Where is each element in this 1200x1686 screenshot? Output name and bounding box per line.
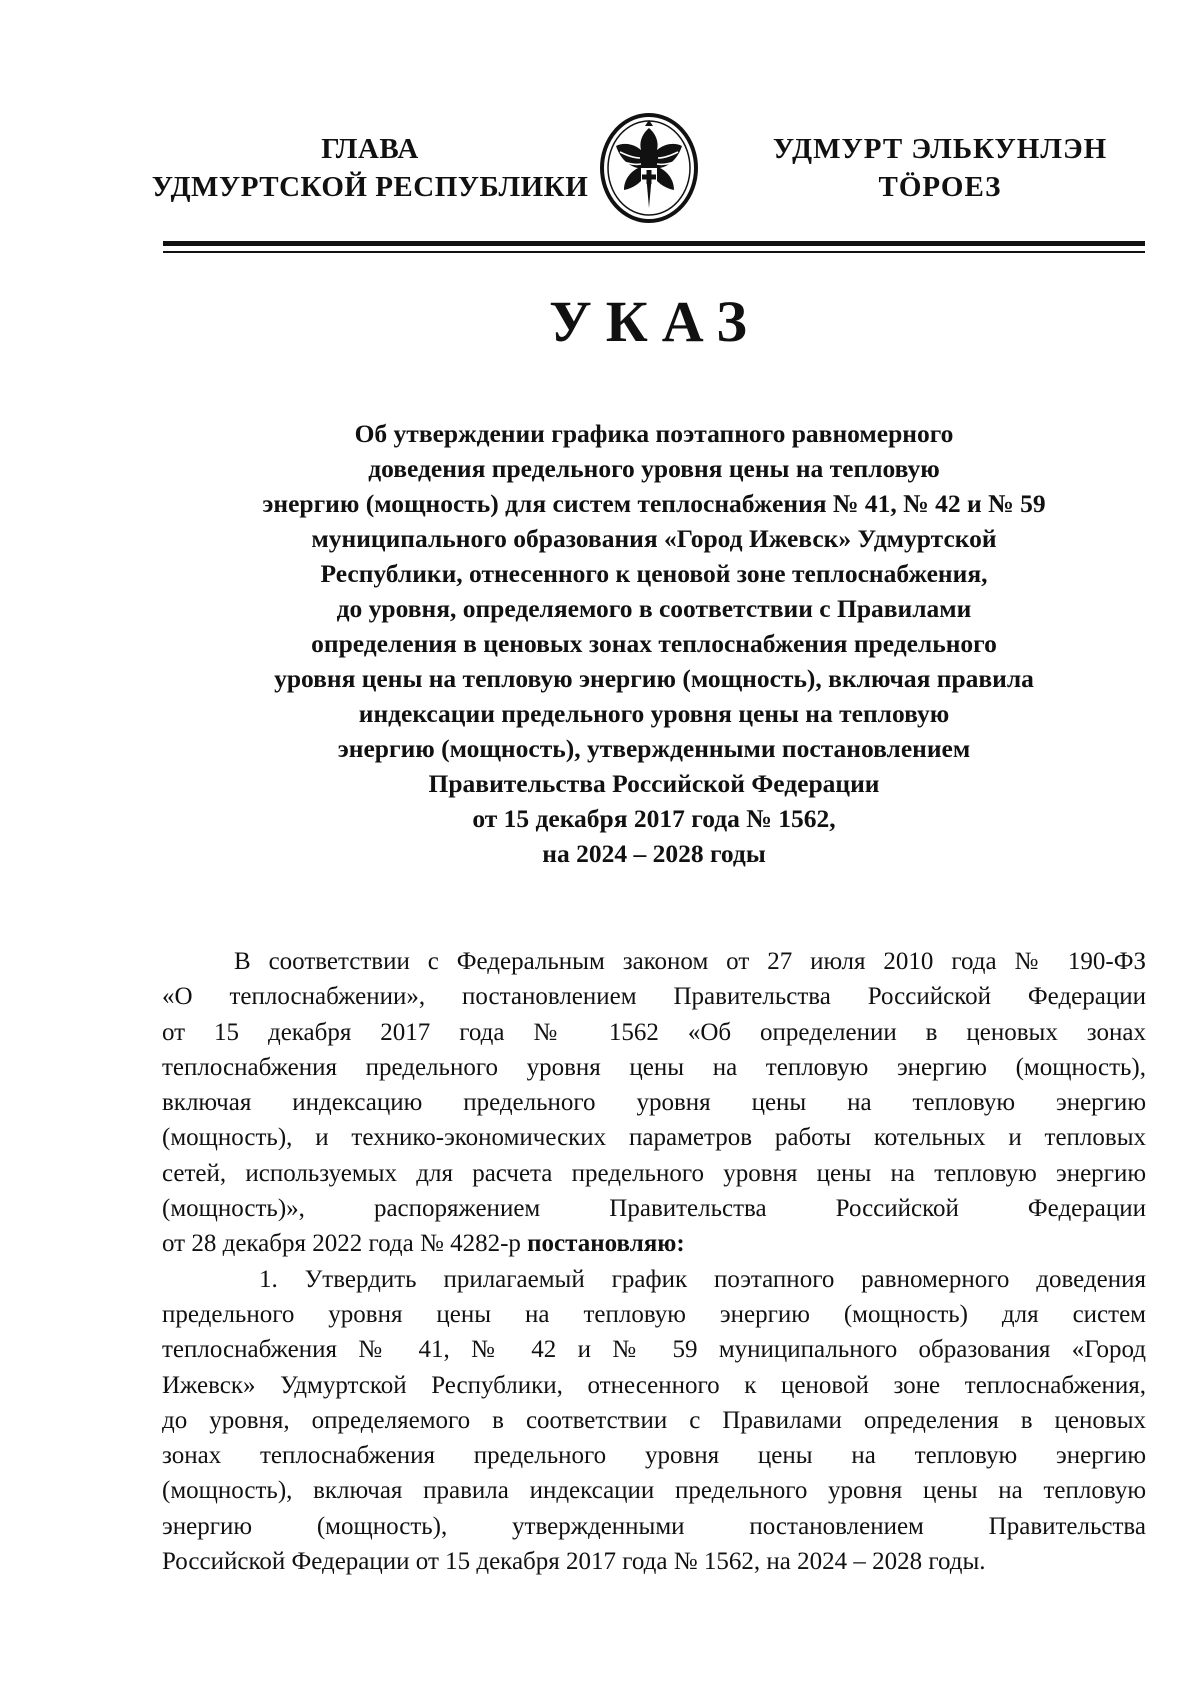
preamble-line: (мощность), и технико-экономических параметров работы котельных и тепловых [162,1124,1146,1152]
subject-line: на 2024 – 2028 годы [542,839,766,868]
header-rule-thick [163,241,1145,246]
item-1-line: зонах теплоснабжения предельного уровня цены на тепловую энергию [162,1442,1146,1470]
preamble-paragraph [162,944,1146,1262]
preamble-line: от 15 декабря 2017 года № 1562 «Об определении в ценовых зонах [162,1018,1146,1046]
decree-body [162,944,1146,1579]
preamble-line: «О теплоснабжении», постановлением Правительства Российской Федерации [162,983,1146,1011]
header-left-line1: ГЛАВА [321,133,419,165]
header-right-line2: ТӦРОЕЗ [878,171,1002,203]
decree-title: УКАЗ [549,289,761,354]
preamble-line: сетей, используемых для расчета предельного уровня цены на тепловую энергию [162,1159,1146,1187]
preamble-last-line [162,1226,1146,1261]
header-left-line2: УДМУРТСКОЙ РЕСПУБЛИКИ [151,171,589,203]
decree-subject [160,416,1148,871]
item-1-paragraph [162,1262,1146,1580]
item-1-line: энергию (мощность), утвержденными постановлением Правительства [162,1512,1146,1540]
subject-line: уровня цены на тепловую энергию (мощность), включая правила [274,664,1034,693]
preamble-line: теплоснабжения предельного уровня цены на тепловую энергию (мощность), [162,1053,1146,1081]
coat-of-arms-icon [598,112,700,224]
item-1-line: (мощность), включая правила индексации предельного уровня цены на тепловую [162,1477,1146,1505]
subject-line: Республики, отнесенного к ценовой зоне теплоснабжения, [320,559,988,588]
item-1-line: Российской Федерации от 15 декабря 2017 года № 1562, на 2024 – 2028 годы. [162,1548,986,1576]
item-1-line: 1. Утвердить прилагаемый график поэтапного равномерного доведения [259,1265,1146,1293]
preamble-line: В соответствии с Федеральным законом от 27 июля 2010 года № 190-ФЗ [234,948,1146,975]
preamble-line: включая индексацию предельного уровня цены на тепловую энергию [162,1089,1146,1117]
subject-line: определения в ценовых зонах теплоснабжения предельного [311,629,997,658]
item-1-line: предельного уровня цены на тепловую энергию (мощность) для систем [162,1300,1146,1328]
item-1-line: Ижевск» Удмуртской Республики, отнесенного к ценовой зоне теплоснабжения, [162,1371,1146,1399]
header-right-line1: УДМУРТ ЭЛЬКУНЛЭН [772,133,1108,165]
header-rule-thin [163,251,1145,253]
subject-line: индексации предельного уровня цены на тепловую [358,699,950,728]
preamble-last-text: от 28 декабря 2022 года № 4282-р [162,1230,528,1258]
subject-line: доведения предельного уровня цены на тепловую [368,454,940,483]
item-1-line: до уровня, определяемого в соответствии с Правилами определения в ценовых [162,1406,1146,1434]
header-right [760,130,1120,206]
subject-line: Правительства Российской Федерации [428,769,880,798]
header-left [150,130,590,206]
subject-line: муниципального образования «Город Ижевск» Удмуртской [311,524,997,553]
subject-line: энергию (мощность), утвержденными постановлением [337,734,971,763]
item-1-line: теплоснабжения № 41, № 42 и № 59 муниципального образования «Город [162,1336,1146,1364]
subject-line: Об утверждении графика поэтапного равномерного [354,419,954,448]
subject-line: от 15 декабря 2017 года № 1562, [472,804,836,833]
subject-line: до уровня, определяемого в соответствии с Правилами [336,594,972,623]
subject-line: энергию (мощность) для систем теплоснабжения № 41, № 42 и № 59 [262,489,1046,518]
enacting-word: постановляю: [527,1230,685,1258]
preamble-line: (мощность)», распоряжением Правительства Российской Федерации [162,1195,1146,1223]
